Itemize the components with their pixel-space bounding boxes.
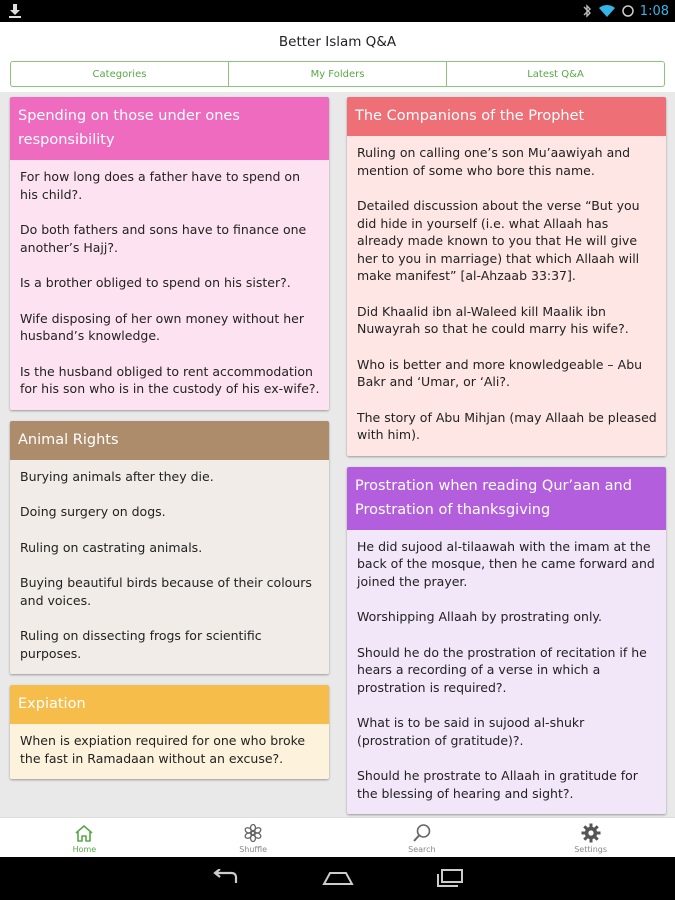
bottom-nav <box>0 817 675 857</box>
shuffle-icon <box>242 822 264 844</box>
card-title[interactable]: The Companions of the Prophet <box>347 97 666 136</box>
question-link[interactable]: He did sujood al-tilaawah with the imam at the back of the mosque, then he came forward and joined the prayer. <box>357 538 655 589</box>
card-expiation <box>10 685 329 779</box>
tab-latest-qa[interactable]: Latest Q&A <box>527 68 584 80</box>
search-icon <box>411 822 433 844</box>
left-column <box>10 97 329 790</box>
back-button[interactable] <box>206 865 246 891</box>
app-header <box>0 22 675 60</box>
card-animal-rights <box>10 421 329 675</box>
question-link[interactable]: Ruling on dissecting frogs for scientific purposes. <box>20 628 262 661</box>
question-link[interactable]: Ruling on calling one’s son Mu’aawiyah and mention of some who bore this name. <box>357 145 631 178</box>
nav-settings-label: Settings <box>574 845 608 854</box>
tab-bar-container <box>0 60 675 92</box>
question-link[interactable]: Detailed discussion about the verse “But you did hide in yourself (i.e. what Allaah has already made known to you that He will give her to you in marriage) that which Allaah will make manifest” [al-Ahzaab 33:37]. <box>357 198 640 283</box>
question-link[interactable]: Is a brother obliged to spend on his sister?. <box>20 275 291 290</box>
card-title[interactable]: Animal Rights <box>10 421 329 460</box>
question-link[interactable]: Should he do the prostration of recitation if he hears a recording of a verse in which a prostration is required?. <box>357 644 647 695</box>
card-spending <box>10 97 329 410</box>
card-companions <box>347 97 666 456</box>
question-link[interactable]: For how long does a father have to spend on his child?. <box>20 169 301 202</box>
nav-home-label: Home <box>72 845 97 854</box>
home-system-button[interactable] <box>318 865 358 891</box>
tab-categories[interactable]: Categories <box>11 62 229 86</box>
nav-search[interactable] <box>338 818 507 857</box>
question-link[interactable]: Burying animals after they die. <box>20 468 214 484</box>
card-body <box>10 724 329 779</box>
question-link[interactable]: The story of Abu Mihjan (may Allaah be pleased with him). <box>357 409 657 442</box>
recents-icon <box>435 867 465 889</box>
question-link[interactable]: Buying beautiful birds because of their colours and voices. <box>20 575 312 608</box>
right-column <box>347 97 666 817</box>
download-icon <box>8 3 22 19</box>
clock: 1:08 <box>639 3 669 19</box>
nav-search-label: Search <box>408 845 436 854</box>
card-title[interactable]: Prostration when reading Qur’aan and Prostration of thanksgiving <box>347 467 666 530</box>
home-icon <box>73 822 95 844</box>
card-prostration <box>347 467 666 815</box>
tab-my-folders[interactable]: My Folders <box>229 62 447 86</box>
question-link[interactable]: Doing surgery on dogs. <box>20 504 166 519</box>
question-link[interactable]: Wife disposing of her own money without her husband’s knowledge. <box>20 310 304 343</box>
status-bar <box>0 0 675 22</box>
nav-shuffle[interactable] <box>169 818 338 857</box>
battery-icon <box>622 4 634 18</box>
gear-icon <box>580 822 602 844</box>
bluetooth-icon <box>582 4 592 18</box>
question-link[interactable]: Worshipping Allaah by prostrating only. <box>357 609 603 624</box>
card-body <box>347 530 666 815</box>
card-title[interactable]: Spending on those under ones responsibility <box>10 97 329 160</box>
question-link[interactable]: What is to be said in sujood al-shukr (prostration of gratitude)?. <box>357 715 585 748</box>
card-title[interactable]: Expiation <box>10 685 329 724</box>
card-body <box>347 136 666 456</box>
recents-button[interactable] <box>430 865 470 891</box>
back-icon <box>210 869 242 887</box>
system-nav-bar <box>0 857 675 900</box>
card-body <box>10 460 329 675</box>
wifi-icon <box>598 4 616 18</box>
question-link[interactable]: Ruling on castrating animals. <box>20 539 203 555</box>
tab-bar <box>10 61 665 87</box>
question-link[interactable]: Should he prostrate to Allaah in gratitude for the blessing of hearing and sight?. <box>357 768 638 801</box>
question-link[interactable]: Is the husband obliged to rent accommodation for his son who is in the custody of his ex-wife?. <box>20 363 320 396</box>
question-link[interactable]: Did Khaalid ibn al-Waleed kill Maalik ibn Nuwayrah so that he could marry his wife?. <box>357 303 629 336</box>
nav-home[interactable] <box>0 818 169 857</box>
nav-settings[interactable] <box>506 818 675 857</box>
app-title: Better Islam Q&A <box>278 34 397 50</box>
category-grid[interactable] <box>0 92 675 817</box>
question-link[interactable]: When is expiation required for one who broke the fast in Ramadaan without an excuse?. <box>20 733 306 766</box>
nav-shuffle-label: Shuffle <box>239 845 268 854</box>
question-link[interactable]: Do both fathers and sons have to finance one another’s Hajj?. <box>20 222 307 255</box>
card-body <box>10 160 329 410</box>
home-outline-icon <box>321 870 355 886</box>
question-link[interactable]: Who is better and more knowledgeable – Abu Bakr and ‘Umar, or ‘Ali?. <box>357 356 643 389</box>
